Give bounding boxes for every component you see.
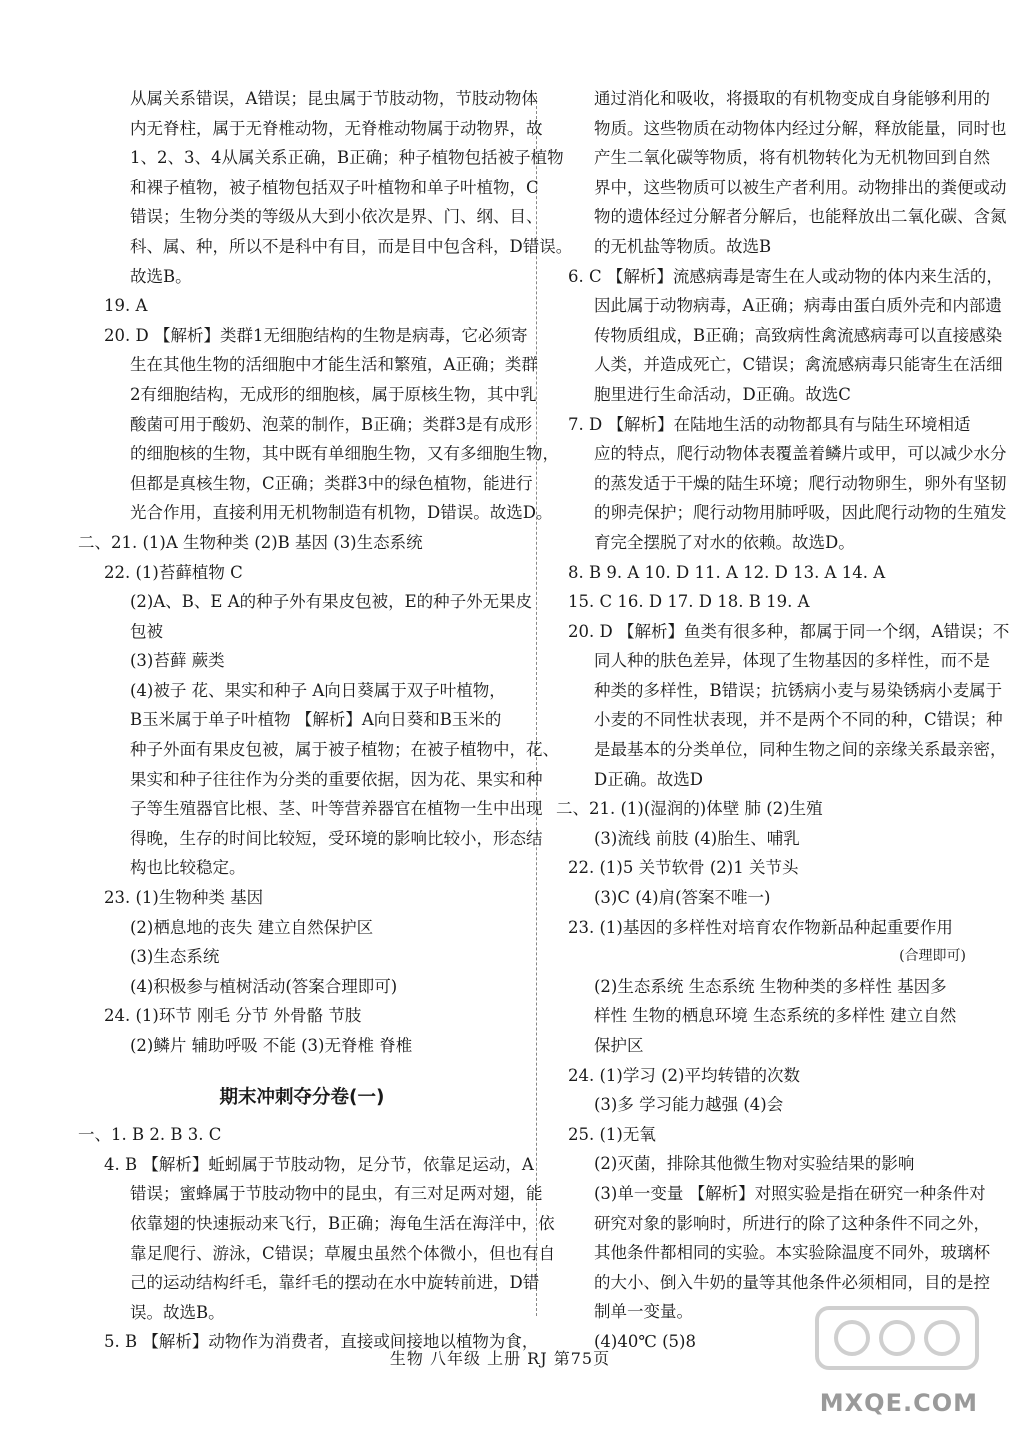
text-line: 的卵壳保护；爬行动物用肺呼吸，因此爬行动物的生殖发	[594, 503, 1007, 523]
text-line: 酸菌可用于酸奶、泡菜的制作，B正确；类群3是有成形	[130, 414, 533, 434]
text-line: 研究对象的影响时，所进行的除了这种条件不同之外，	[594, 1213, 990, 1233]
text-line: 24. (1)环节 刚毛 分节 外骨骼 节肢	[104, 1006, 362, 1026]
text-line: 光合作用，直接利用无机物制造有机物，D错误。故选D。	[130, 503, 553, 523]
left-column	[78, 84, 573, 1357]
text-line: 的无机盐等物质。故选B	[594, 236, 772, 256]
text-line: 物质。这些物质在动物体内经过分解，释放能量，同时也	[594, 118, 1007, 138]
text-line: 种子外面有果皮包被，属于被子植物；在被子植物中，花、	[130, 740, 559, 760]
text-line: 1、2、3、4从属关系正确，B正确；种子植物包括被子植物	[130, 148, 564, 168]
text-line: (2)栖息地的丧失 建立自然保护区	[130, 917, 374, 937]
text-line: 误。故选B。	[130, 1302, 225, 1322]
text-line: 错误；生物分类的等级从大到小依次是界、门、纲、目、	[130, 207, 543, 227]
text-line: (4)40℃ (5)8	[594, 1331, 696, 1351]
text-line: 的大小、倒入牛奶的量等其他条件必须相同，目的是控	[594, 1272, 990, 1292]
text-line: 种类的多样性，B错误；抗锈病小麦与易染锈病小麦属于	[594, 680, 1003, 700]
text-line: (3)单一变量 【解析】对照实验是指在研究一种条件对	[594, 1183, 986, 1203]
text-line: 依靠翅的快速振动来飞行，B正确；海龟生活在海洋中，依	[130, 1213, 555, 1233]
text-line: 故选B。	[130, 266, 192, 286]
text-line: 得晚，生存的时间比较短，受环境的影响比较小，形态结	[130, 828, 543, 848]
text-line: 果实和种子往往作为分类的重要依据，因为花、果实和种	[130, 769, 543, 789]
text-line: 子等生殖器官比根、茎、叶等营养器官在植物一生中出现	[130, 799, 543, 819]
text-line: 同人种的肤色差异，体现了生物基因的多样性，而不是	[594, 651, 990, 671]
text-line: 和裸子植物，被子植物包括双子叶植物和单子叶植物，C	[130, 177, 539, 197]
text-line: (3)C (4)肩(答案不唯一)	[594, 888, 771, 908]
text-line: (合理即可)	[899, 948, 966, 965]
text-line: 4. B 【解析】蚯蚓属于节肢动物，足分节，依靠足运动，A	[104, 1154, 534, 1174]
text-line: 的细胞核的生物，其中既有单细胞生物，又有多细胞生物，	[130, 444, 559, 464]
page-footer: 生物 八年级 上册 RJ 第75页	[389, 1349, 611, 1368]
text-line: 小麦的不同性状表现，并不是两个不同的种，C错误；种	[594, 710, 1003, 730]
text-line: 保护区	[594, 1036, 644, 1055]
section-title: 期末冲刺夺分卷(一)	[219, 1086, 385, 1108]
text-line: 2有细胞结构，无成形的细胞核，属于原核生物，其中乳	[130, 384, 537, 404]
text-line: 界中，这些物质可以被生产者利用。动物排出的粪便或动	[594, 177, 1007, 197]
text-line: (4)积极参与植树活动(答案合理即可)	[130, 976, 398, 996]
text-line: 产生二氧化碳等物质，将有机物转化为无机物回到自然	[594, 148, 990, 168]
text-line: 25. (1)无氧	[568, 1124, 656, 1144]
text-line: 23. (1)基因的多样性对培育农作物新品种起重要作用	[568, 917, 953, 937]
text-line: 5. B 【解析】动物作为消费者，直接或间接地以植物为食，	[104, 1332, 539, 1352]
text-line: 育完全摆脱了对水的依赖。故选D。	[594, 532, 855, 552]
text-line: (3)生态系统	[130, 947, 220, 967]
text-line: 15. C 16. D 17. D 18. B 19. A	[568, 592, 810, 612]
text-line: 20. D 【解析】鱼类有很多种，都属于同一个纲，A错误；不	[568, 621, 1009, 641]
text-line: 二、21. (1)(湿润的)体壁 肺 (2)生殖	[556, 799, 823, 819]
text-line: 23. (1)生物种类 基因	[104, 888, 264, 908]
text-line: 错误；蜜蜂属于节肢动物中的昆虫，有三对足两对翅，能	[130, 1184, 543, 1204]
text-line: 包被	[130, 621, 163, 641]
text-line: 胞里进行生命活动，D正确。故选C	[594, 384, 851, 404]
text-line: 内无脊柱，属于无脊椎动物，无脊椎动物属于动物界，故	[130, 118, 543, 138]
text-line: (2)灭菌，排除其他微生物对实验结果的影响	[594, 1154, 915, 1174]
text-line: 靠足爬行、游泳，C错误；草履虫虽然个体微小，但也有自	[130, 1243, 556, 1263]
text-line: 但都是真核生物，C正确；类群3中的绿色植物，能进行	[130, 473, 533, 493]
text-line: 是最基本的分类单位，同种生物之间的亲缘关系最亲密，	[594, 740, 1007, 760]
text-line: (3)多 学习能力越强 (4)会	[594, 1095, 784, 1115]
text-line: 从属关系错误，A错误；昆虫属于节肢动物，节肢动物体	[130, 89, 538, 108]
text-line: (2)A、B、E A的种子外有果皮包被，E的种子外无果皮	[130, 592, 533, 612]
text-line: 应的特点，爬行动物体表覆盖着鳞片或甲，可以减少水分	[594, 444, 1007, 464]
text-line: 人类，并造成死亡，C错误；禽流感病毒只能寄生在活细	[594, 355, 1003, 375]
right-column	[556, 84, 1009, 1357]
text-line: 24. (1)学习 (2)平均转错的次数	[568, 1065, 800, 1085]
text-line: 构也比较稳定。	[130, 858, 246, 878]
text-line: 制单一变量。	[594, 1302, 693, 1322]
text-line: 19. A	[104, 296, 148, 316]
text-line: 22. (1)苔藓植物 C	[104, 562, 243, 582]
text-line: (3)苔藓 蕨类	[130, 651, 225, 671]
text-line: 22. (1)5 关节软骨 (2)1 关节头	[568, 858, 799, 878]
text-line: 的蒸发适于干燥的陆生环境；爬行动物卵生，卵外有坚韧	[594, 473, 1007, 493]
text-line: D正确。故选D	[594, 769, 703, 789]
text-line: 通过消化和吸收，将摄取的有机物变成自身能够利用的	[594, 89, 990, 108]
text-line: 6. C 【解析】流感病毒是寄生在人或动物的体内来生活的，	[568, 266, 1003, 286]
text-line: 一、1. B 2. B 3. C	[78, 1125, 222, 1145]
text-line: 生在其他生物的活细胞中才能生活和繁殖，A正确；类群	[130, 355, 538, 375]
text-line: 其他条件都相同的实验。本实验除温度不同外，玻璃杯	[594, 1243, 990, 1263]
text-line: (2)鳞片 辅助呼吸 不能 (3)无脊椎 脊椎	[130, 1036, 413, 1055]
text-line: 20. D 【解析】类群1无细胞结构的生物是病毒，它必须寄	[104, 325, 528, 345]
text-line: 8. B 9. A 10. D 11. A 12. D 13. A 14. A	[568, 562, 886, 582]
text-line: (4)被子 花、果实和种子 A向日葵属于双子叶植物，	[130, 680, 506, 700]
column-divider	[536, 96, 537, 1316]
text-line: 样性 生物的栖息环境 生态系统的多样性 建立自然	[594, 1006, 957, 1026]
text-line: 科、属、种，所以不是科中有目，而是目中包含科，D错误。	[130, 236, 573, 256]
text-line: 7. D 【解析】在陆地生活的动物都具有与陆生环境相适	[568, 414, 971, 434]
text-line: (2)生态系统 生态系统 生物种类的多样性 基因多	[594, 976, 947, 996]
text-line: 物的遗体经过分解者分解后，也能释放出二氧化碳、含氮	[594, 207, 1007, 227]
text-line: 己的运动结构纤毛，靠纤毛的摆动在水中旋转前进，D错	[130, 1273, 540, 1293]
text-line: B玉米属于单子叶植物 【解析】A向日葵和B玉米的	[130, 710, 502, 730]
text-line: (3)流线 前肢 (4)胎生、哺乳	[594, 828, 800, 848]
text-line: 二、21. (1)A 生物种类 (2)B 基因 (3)生态系统	[78, 532, 423, 552]
watermark-text: MXQE.COM	[819, 1389, 978, 1417]
text-line: 因此属于动物病毒，A正确；病毒由蛋白质外壳和内部遗	[594, 296, 1002, 316]
text-line: 传物质组成，B正确；高致病性禽流感病毒可以直接感染	[594, 325, 1003, 345]
